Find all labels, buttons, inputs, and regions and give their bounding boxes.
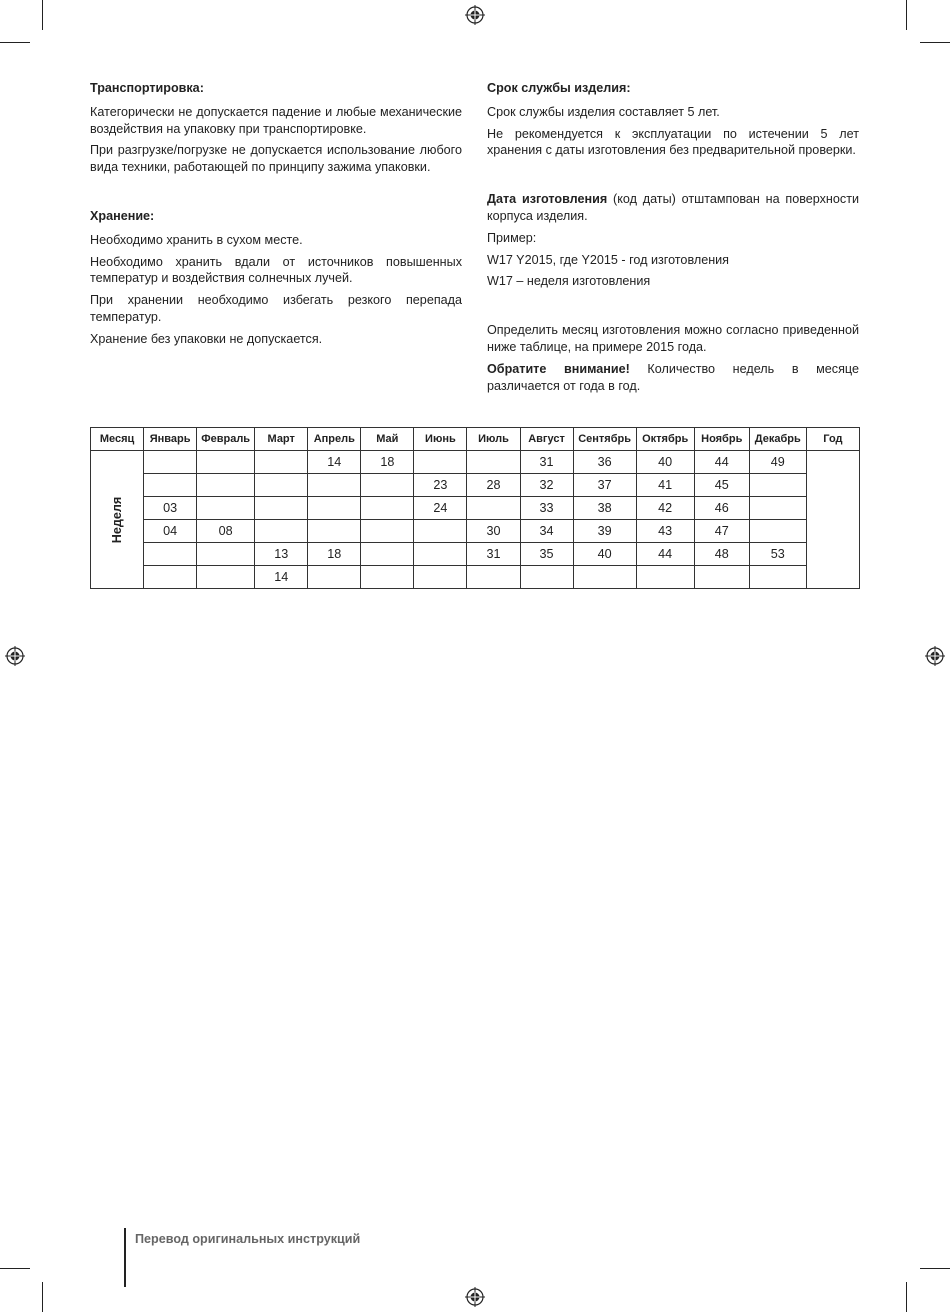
footer-text: Перевод оригинальных инструкций [135, 1232, 361, 1246]
attention-bold: Обратите внимание! [487, 361, 630, 376]
table-cell [255, 520, 308, 543]
table-cell [749, 474, 806, 497]
table-header-cell: Ноябрь [694, 428, 749, 451]
week-month-table [90, 427, 860, 589]
table-header-cell: Октябрь [636, 428, 694, 451]
table-cell: 38 [573, 497, 636, 520]
crosshair-registration-icon [465, 5, 485, 25]
table-cell [197, 543, 255, 566]
left-column [90, 80, 462, 353]
table-cell [197, 497, 255, 520]
transport-paragraph-2: При разгрузке/погрузке не допускается использование любого вида техники, работающей по принципу зажима упаковки. [90, 143, 462, 175]
table-cell [308, 520, 361, 543]
crop-mark-top-left-h [0, 42, 30, 43]
table-cell: 43 [636, 520, 694, 543]
table-cell: 32 [520, 474, 573, 497]
table-cell: 18 [308, 543, 361, 566]
crop-mark-bottom-right-v [906, 1282, 907, 1312]
table-cell: 14 [255, 566, 308, 589]
table-header-cell: Сентябрь [573, 428, 636, 451]
table-row [91, 474, 860, 497]
table-cell [308, 566, 361, 589]
table-cell [255, 497, 308, 520]
week-row-label: Неделя [110, 496, 125, 543]
table-cell: 23 [414, 474, 467, 497]
table-cell: 49 [749, 451, 806, 474]
crop-mark-top-left-v [42, 0, 43, 30]
table-cell: 04 [144, 520, 197, 543]
storage-paragraph-3: При хранении необходимо избегать резкого перепада температур. [90, 293, 462, 324]
table-cell [197, 451, 255, 474]
service-life-paragraph-1: Срок службы изделия составляет 5 лет. [487, 104, 720, 119]
table-cell: 36 [573, 451, 636, 474]
table-cell [255, 451, 308, 474]
table-cell [361, 497, 414, 520]
crosshair-registration-icon [465, 1287, 485, 1307]
table-cell [414, 451, 467, 474]
table-cell [636, 566, 694, 589]
table-cell: 44 [694, 451, 749, 474]
table-row [91, 497, 860, 520]
table-header-cell: Май [361, 428, 414, 451]
crosshair-registration-icon [925, 646, 945, 666]
table-header-row [91, 428, 860, 451]
table-cell: 28 [467, 474, 520, 497]
transport-paragraph-1: Категорически не допускается падение и любые механические воздействия на упаковку при транспортировке. [90, 104, 462, 136]
table-cell: 24 [414, 497, 467, 520]
table-cell: 42 [636, 497, 694, 520]
table-cell: 40 [573, 543, 636, 566]
table-cell [520, 566, 573, 589]
table-cell: 45 [694, 474, 749, 497]
year-cell [806, 451, 859, 589]
table-cell [573, 566, 636, 589]
table-cell: 31 [520, 451, 573, 474]
storage-paragraph-2: Необходимо хранить вдали от источников повышенных температур и воздействия солнечных лучей. [90, 254, 462, 286]
table-cell: 40 [636, 451, 694, 474]
storage-paragraph-1: Необходимо хранить в сухом месте. [90, 232, 303, 247]
table-cell: 37 [573, 474, 636, 497]
week-row-label-cell [91, 451, 144, 589]
table-cell: 08 [197, 520, 255, 543]
attention-paragraph [487, 361, 859, 395]
crop-mark-top-right-v [906, 0, 907, 30]
example-line-2: W17 – неделя изготовления [487, 274, 651, 289]
attention-rest: Количество недель в месяце различается от года в год. [487, 361, 859, 393]
table-cell [467, 566, 520, 589]
table-cell: 41 [636, 474, 694, 497]
table-cell [749, 566, 806, 589]
table-cell: 48 [694, 543, 749, 566]
table-cell [144, 543, 197, 566]
storage-heading: Хранение: [90, 208, 155, 223]
table-row [91, 520, 860, 543]
table-cell [255, 474, 308, 497]
table-header-cell: Июль [467, 428, 520, 451]
table-cell: 31 [467, 543, 520, 566]
table-row [91, 543, 860, 566]
table-header-cell: Год [806, 428, 859, 451]
table-cell: 30 [467, 520, 520, 543]
determine-month-paragraph: Определить месяц изготовления можно согласно приведенной ниже таблице, на примере 2015 года. [487, 323, 859, 354]
table-row [91, 566, 860, 589]
crop-mark-bottom-left-h [0, 1268, 30, 1269]
table-cell [414, 520, 467, 543]
table-cell [467, 451, 520, 474]
table-header-cell: Март [255, 428, 308, 451]
table-cell: 18 [361, 451, 414, 474]
table-cell: 03 [144, 497, 197, 520]
table-header-cell: Февраль [197, 428, 255, 451]
right-column [487, 80, 859, 399]
table-cell [361, 474, 414, 497]
example-label: Пример: [487, 230, 537, 245]
table-cell [144, 566, 197, 589]
table-cell: 14 [308, 451, 361, 474]
table-cell [361, 566, 414, 589]
table-cell [694, 566, 749, 589]
table-cell: 33 [520, 497, 573, 520]
footer-rule [124, 1228, 126, 1287]
table-cell: 53 [749, 543, 806, 566]
table-cell [749, 497, 806, 520]
table-cell [467, 497, 520, 520]
table-header-cell: Июнь [414, 428, 467, 451]
storage-paragraph-4: Хранение без упаковки не допускается. [90, 331, 323, 346]
table-cell [308, 497, 361, 520]
table-cell: 35 [520, 543, 573, 566]
table-header-cell: Апрель [308, 428, 361, 451]
table-cell: 34 [520, 520, 573, 543]
table-cell [749, 520, 806, 543]
table-header-cell: Месяц [91, 428, 144, 451]
crop-mark-bottom-left-v [42, 1282, 43, 1312]
table-cell [414, 566, 467, 589]
manufacture-date-paragraph [487, 191, 859, 225]
table-body [91, 451, 860, 589]
table-cell [414, 543, 467, 566]
crop-mark-top-right-h [920, 42, 950, 43]
table-cell [308, 474, 361, 497]
crosshair-registration-icon [5, 646, 25, 666]
manufacture-date-rest: (код даты) отштампован на поверхности корпуса изделия. [487, 192, 859, 223]
table-cell [197, 474, 255, 497]
example-line-1: W17 Y2015, где Y2015 - год изготовления [487, 252, 730, 267]
crop-mark-bottom-right-h [920, 1268, 950, 1269]
table-cell [144, 474, 197, 497]
table-header-cell: Август [520, 428, 573, 451]
table-cell: 47 [694, 520, 749, 543]
service-life-paragraph-2: Не рекомендуется к эксплуатации по истечении 5 лет хранения с даты изготовления без предварительной проверки. [487, 126, 859, 158]
table-header-cell: Январь [144, 428, 197, 451]
table-cell [361, 520, 414, 543]
table-cell: 13 [255, 543, 308, 566]
manufacture-date-bold: Дата изготовления [487, 192, 608, 207]
table-row [91, 451, 860, 474]
table-cell: 46 [694, 497, 749, 520]
table-cell: 39 [573, 520, 636, 543]
table-cell [361, 543, 414, 566]
service-life-heading: Срок службы изделия: [487, 81, 631, 95]
table-cell [144, 451, 197, 474]
table-header-cell: Декабрь [749, 428, 806, 451]
table-cell [197, 566, 255, 589]
table-cell: 44 [636, 543, 694, 566]
transport-heading: Транспортировка: [90, 81, 204, 95]
